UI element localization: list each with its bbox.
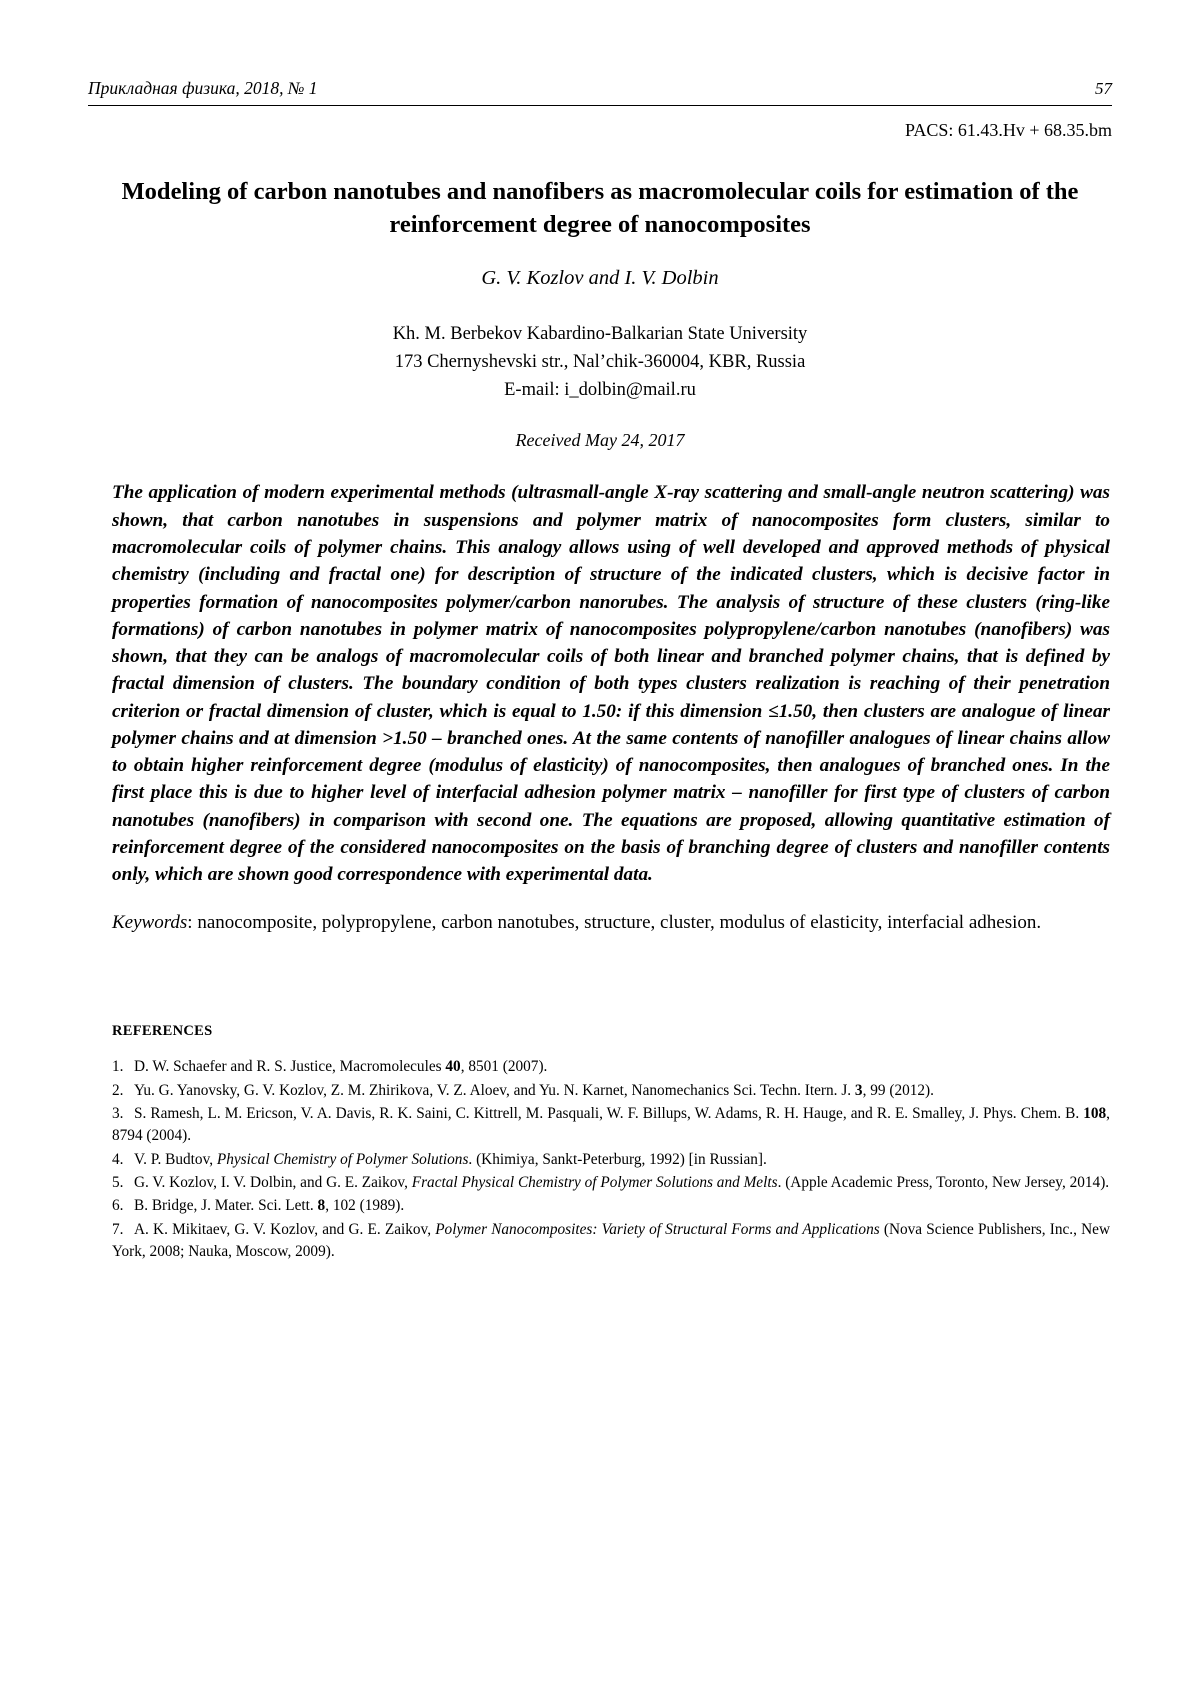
references-list: [112, 1056, 1110, 1263]
reference-text: V. P. Budtov, Physical Chemistry of Polymer Solutions. (Khimiya, Sankt-Peterburg, 1992) [in Russian].: [134, 1150, 767, 1168]
reference-number: 5.: [112, 1174, 124, 1192]
reference-text: G. V. Kozlov, I. V. Dolbin, and G. E. Zaikov, Fractal Physical Chemistry of Polymer Solutions and Melts. (Apple Academic Press, Toronto, New Jersey, 2014).: [134, 1174, 1110, 1192]
reference-item: [112, 1219, 1110, 1264]
reference-number: 6.: [112, 1197, 124, 1215]
reference-text: D. W. Schaefer and R. S. Justice, Macromolecules 40, 8501 (2007).: [134, 1058, 548, 1076]
reference-number: 7.: [112, 1220, 124, 1238]
reference-text: B. Bridge, J. Mater. Sci. Lett. 8, 102 (1989).: [134, 1197, 405, 1215]
reference-number: 1.: [112, 1058, 124, 1076]
reference-text: S. Ramesh, L. M. Ericson, V. A. Davis, R. K. Saini, C. Kittrell, M. Pasquali, W. F. Billups, W. Adams, R. H. Hauge, and R. E. Smalley, J. Phys. Chem. B. 108, 8794 (2004).: [112, 1105, 1110, 1145]
reference-item: [112, 1195, 1110, 1217]
reference-item: [112, 1103, 1110, 1148]
keywords: [112, 910, 1110, 937]
reference-item: [112, 1056, 1110, 1078]
received-date: Received May 24, 2017: [515, 430, 685, 451]
pacs-code: PACS: 61.43.Hv + 68.35.bm: [904, 120, 1112, 140]
reference-number: 4.: [112, 1150, 124, 1168]
running-head: [88, 78, 1112, 105]
journal-citation: Прикладная физика, 2018, № 1: [88, 78, 318, 98]
reference-number: 2.: [112, 1081, 124, 1099]
affiliation-institution: Kh. M. Berbekov Kabardino-Balkarian State University: [392, 324, 808, 345]
reference-item: [112, 1149, 1110, 1171]
affiliation-email: E-mail: i_dolbin@mail.ru: [504, 380, 696, 401]
author-list: G. V. Kozlov and I. V. Dolbin: [481, 267, 719, 290]
keywords-label: Keywords: [112, 912, 188, 934]
reference-text: A. K. Mikitaev, G. V. Kozlov, and G. E. Zaikov, Polymer Nanocomposites: Variety of Structural Forms and Applications (Nova Science Publishers, Inc., New York, 2008; Nauka, Moscow, 2009).: [112, 1220, 1110, 1261]
affiliation-address: 173 Chernyshevski str., Nal’chik-360004, KBR, Russia: [394, 352, 806, 373]
reference-item: [112, 1172, 1110, 1194]
page-title: Modeling of carbon nanotubes and nanofibers as macromolecular coils for estimation of the reinforcement degree of nanocomposites: [121, 178, 1079, 239]
header-divider: [88, 105, 1112, 106]
keywords-list: : nanocomposite, polypropylene, carbon nanotubes, structure, cluster, modulus of elasticity, interfacial adhesion.: [187, 912, 1042, 934]
reference-text: Yu. G. Yanovsky, G. V. Kozlov, Z. M. Zhirikova, V. Z. Aloev, and Yu. N. Karnet, Nanomechanics Sci. Techn. Itern. J. 3, 99 (2012).: [134, 1081, 934, 1099]
reference-item: [112, 1080, 1110, 1102]
references-heading: REFERENCES: [112, 1023, 213, 1040]
reference-number: 3.: [112, 1105, 124, 1123]
affiliation: [88, 320, 1112, 404]
page-number: 57: [1095, 79, 1112, 98]
abstract-text: The application of modern experimental methods (ultrasmall-angle X-ray scattering and small-angle neutron scattering) was shown, that carbon nanotubes in suspensions and polymer matrix of nanocomposites form clusters, similar to macromolecular coils of polymer chains. This analogy allows using of well developed and approved methods of physical chemistry (including and fractal one) for description of structure of the indicated clusters, which is decisive factor in properties formation of nanocomposites polymer/carbon nanorubes. The analysis of structure of these clusters (ring-like formations) of carbon nanotubes in polymer matrix of nanocomposites polypropylene/carbon nanotubes (nanofibers) was shown, that they can be analogs of macromolecular coils of both linear and branched polymer chains, that is defined by fractal dimension of clusters. The boundary condition of both types clusters realization is reaching of their penetration criterion or fractal dimension of cluster, which is equal to 1.50: if this dimension ≤1.50, then clusters are analogue of linear polymer chains and at dimension >1.50 – branched ones. At the same contents of nanofiller analogues of linear chains allow to obtain higher reinforcement degree (modulus of elasticity) of nanocomposites, then analogues of branched ones. In the first place this is due to higher level of interfacial adhesion polymer matrix – nanofiller for first type of clusters of carbon nanotubes (nanofibers) in comparison with second one. The equations are proposed, allowing quantitative estimation of reinforcement degree of the considered nanocomposites on the basis of branching degree of clusters and nanofiller contents only, which are shown good correspondence with experimental data.: [112, 482, 1110, 886]
